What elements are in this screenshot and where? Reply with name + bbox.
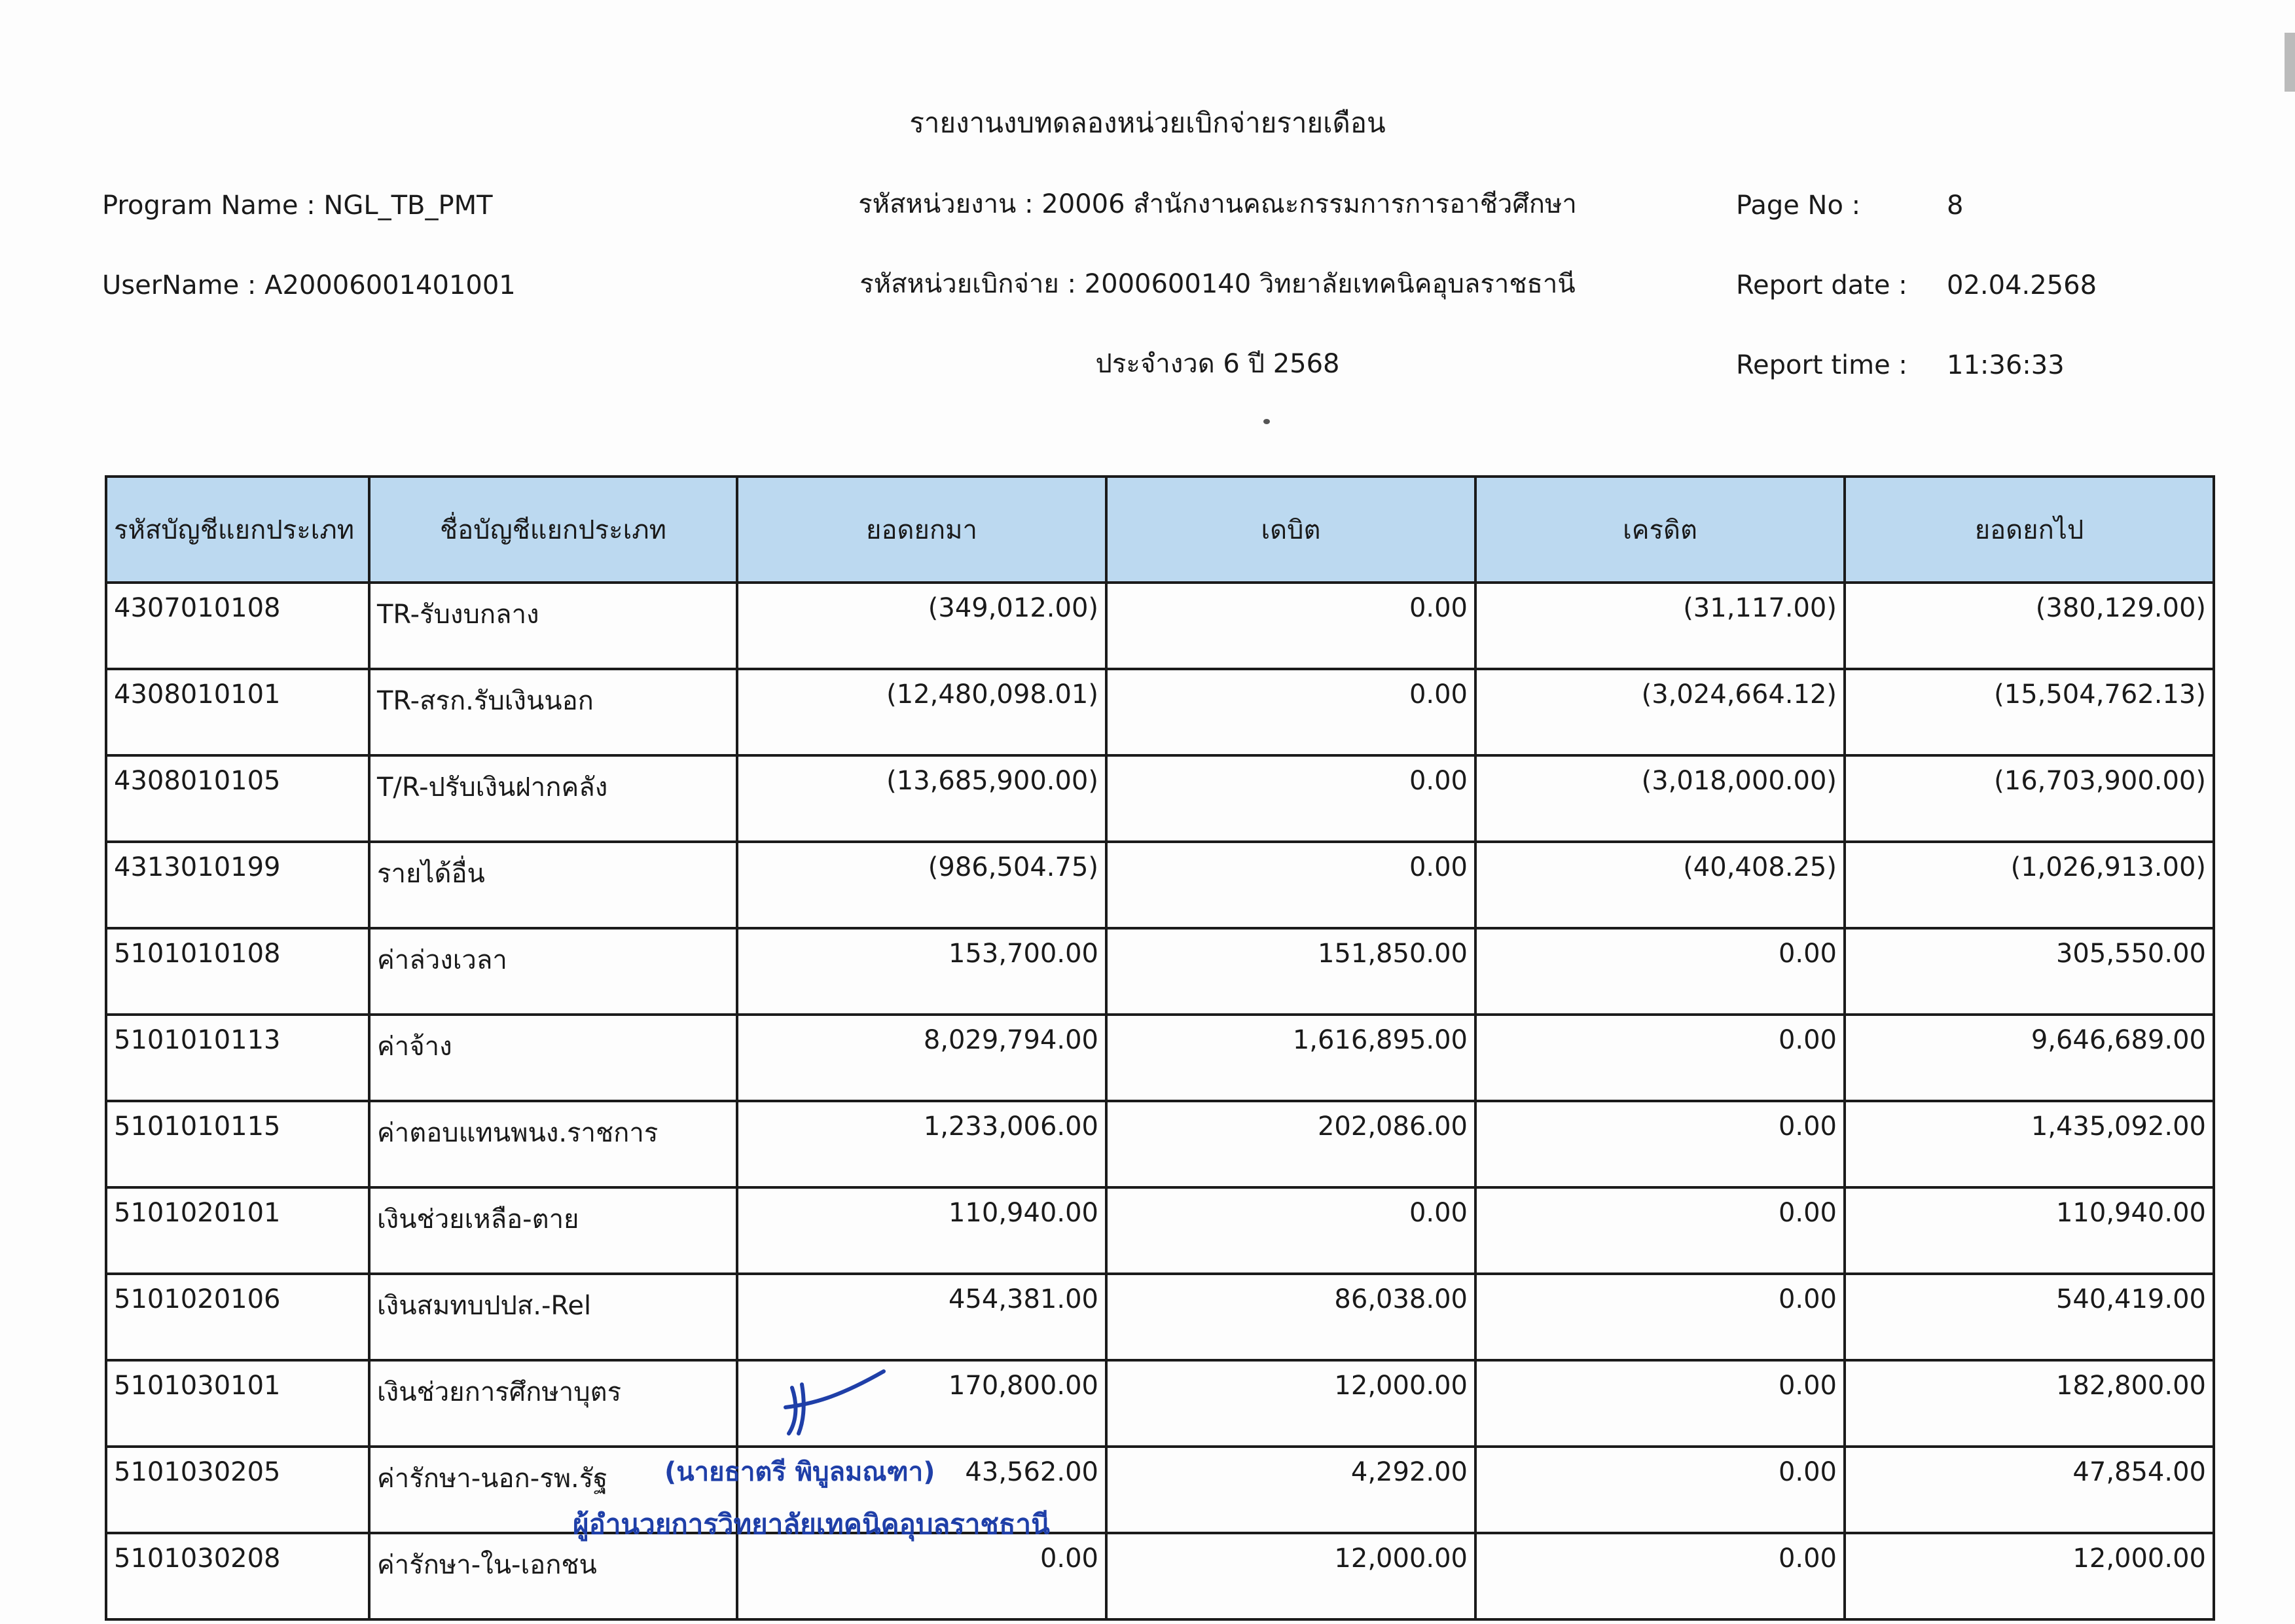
col-header-account-name: ชื่อบัญชีแยกประเภท (369, 477, 737, 583)
debit-cell: 0.00 (1106, 842, 1475, 928)
account-code-cell: 4313010199 (106, 842, 369, 928)
debit-cell: 12,000.00 (1106, 1360, 1475, 1447)
carried-forward-cell: (380,129.00) (1845, 583, 2214, 669)
account-code-cell: 5101010113 (106, 1015, 369, 1101)
table-header-row (106, 477, 2214, 583)
col-header-debit: เดบิต (1106, 477, 1475, 583)
table-row (106, 1187, 2214, 1274)
debit-cell: 151,850.00 (1106, 928, 1475, 1015)
carried-forward-cell: (1,026,913.00) (1845, 842, 2214, 928)
table-row (106, 583, 2214, 669)
credit-cell: 0.00 (1475, 1015, 1845, 1101)
brought-forward-cell: (12,480,098.01) (737, 669, 1106, 755)
account-name-cell: เงินช่วยการศึกษาบุตร (369, 1360, 737, 1447)
col-header-account-code: รหัสบัญชีแยกประเภท (106, 477, 369, 583)
scan-speck (1263, 419, 1270, 424)
account-name-cell: TR-รับงบกลาง (369, 583, 737, 669)
credit-cell: 0.00 (1475, 1360, 1845, 1447)
debit-cell: 1,616,895.00 (1106, 1015, 1475, 1101)
brought-forward-cell: 8,029,794.00 (737, 1015, 1106, 1101)
account-code-cell: 5101030205 (106, 1447, 369, 1533)
table-row (106, 1015, 2214, 1101)
account-name-cell: ค่าตอบแทนพนง.ราชการ (369, 1101, 737, 1187)
debit-cell: 202,086.00 (1106, 1101, 1475, 1187)
credit-cell: (3,024,664.12) (1475, 669, 1845, 755)
table-row (106, 1274, 2214, 1360)
page-no-label: Page No : (1736, 190, 1861, 221)
debit-cell: 12,000.00 (1106, 1533, 1475, 1619)
signatory-position: ผู้อำนวยการวิทยาลัยเทคนิคอุบลราชธานี (573, 1508, 1050, 1540)
report-time-value: 11:36:33 (1947, 350, 2065, 380)
credit-cell: 0.00 (1475, 1101, 1845, 1187)
scan-edge-mark (2285, 33, 2295, 92)
debit-cell: 0.00 (1106, 755, 1475, 842)
report-title: รายงานงบทดลองหน่วยเบิกจ่ายรายเดือน (909, 107, 1386, 139)
report-date-value: 02.04.2568 (1947, 270, 2097, 300)
carried-forward-cell: 305,550.00 (1845, 928, 2214, 1015)
account-code-cell: 5101020101 (106, 1187, 369, 1274)
credit-cell: (31,117.00) (1475, 583, 1845, 669)
brought-forward-cell: 43,562.00 (737, 1447, 1106, 1533)
account-code-cell: 4308010105 (106, 755, 369, 842)
period-line: ประจำงวด 6 ปี 2568 (1095, 349, 1340, 379)
carried-forward-cell: 1,435,092.00 (1845, 1101, 2214, 1187)
credit-cell: (3,018,000.00) (1475, 755, 1845, 842)
carried-forward-cell: 110,940.00 (1845, 1187, 2214, 1274)
account-code-cell: 5101030101 (106, 1360, 369, 1447)
account-name-cell: T/R-ปรับเงินฝากคลัง (369, 755, 737, 842)
brought-forward-cell: 0.00 (737, 1533, 1106, 1619)
debit-cell: 86,038.00 (1106, 1274, 1475, 1360)
account-name-cell: ค่าจ้าง (369, 1015, 737, 1101)
carried-forward-cell: 540,419.00 (1845, 1274, 2214, 1360)
credit-cell: 0.00 (1475, 1533, 1845, 1619)
carried-forward-cell: (16,703,900.00) (1845, 755, 2214, 842)
account-code-cell: 5101010115 (106, 1101, 369, 1187)
signature-scribble (779, 1368, 890, 1440)
account-name-cell: รายได้อื่น (369, 842, 737, 928)
table-row (106, 669, 2214, 755)
account-code-cell: 5101020106 (106, 1274, 369, 1360)
carried-forward-cell: 182,800.00 (1845, 1360, 2214, 1447)
program-name: Program Name : NGL_TB_PMT (102, 190, 493, 221)
account-code-cell: 5101030208 (106, 1533, 369, 1619)
carried-forward-cell: 12,000.00 (1845, 1533, 2214, 1619)
brought-forward-cell: 170,800.00 (737, 1360, 1106, 1447)
brought-forward-cell: (349,012.00) (737, 583, 1106, 669)
credit-cell: 0.00 (1475, 928, 1845, 1015)
debit-cell: 0.00 (1106, 1187, 1475, 1274)
disbursing-unit-line: รหัสหน่วยเบิกจ่าย : 2000600140 วิทยาลัยเทคนิคอุบลราชธานี (859, 269, 1576, 299)
col-header-carried-forward: ยอดยกไป (1845, 477, 2214, 583)
page-no-value: 8 (1947, 190, 1964, 221)
table-row (106, 1101, 2214, 1187)
carried-forward-cell: 47,854.00 (1845, 1447, 2214, 1533)
report-time-label: Report time : (1736, 350, 1907, 380)
account-code-cell: 4307010108 (106, 583, 369, 669)
account-name-cell: ค่ารักษา-นอก-รพ.รัฐ (369, 1447, 737, 1533)
account-code-cell: 5101010108 (106, 928, 369, 1015)
account-name-cell: ค่าล่วงเวลา (369, 928, 737, 1015)
credit-cell: (40,408.25) (1475, 842, 1845, 928)
account-code-cell: 4308010101 (106, 669, 369, 755)
table-row (106, 755, 2214, 842)
user-name: UserName : A20006001401001 (102, 270, 516, 300)
debit-cell: 4,292.00 (1106, 1447, 1475, 1533)
table-row (106, 1447, 2214, 1533)
account-name-cell: ค่ารักษา-ใน-เอกชน (369, 1533, 737, 1619)
brought-forward-cell: (986,504.75) (737, 842, 1106, 928)
carried-forward-cell: 9,646,689.00 (1845, 1015, 2214, 1101)
debit-cell: 0.00 (1106, 669, 1475, 755)
col-header-credit: เครดิต (1475, 477, 1845, 583)
signatory-name: (นายธาตรี พิบูลมณฑา) (664, 1457, 935, 1487)
account-name-cell: เงินสมทบปปส.-Rel (369, 1274, 737, 1360)
brought-forward-cell: 153,700.00 (737, 928, 1106, 1015)
credit-cell: 0.00 (1475, 1187, 1845, 1274)
report-date-label: Report date : (1736, 270, 1907, 300)
brought-forward-cell: 454,381.00 (737, 1274, 1106, 1360)
table-row (106, 842, 2214, 928)
account-name-cell: TR-สรก.รับเงินนอก (369, 669, 737, 755)
brought-forward-cell: 110,940.00 (737, 1187, 1106, 1274)
agency-line: รหัสหน่วยงาน : 20006 สำนักงานคณะกรรมการการอาชีวศึกษา (858, 189, 1577, 219)
brought-forward-cell: 1,233,006.00 (737, 1101, 1106, 1187)
brought-forward-cell: (13,685,900.00) (737, 755, 1106, 842)
account-name-cell: เงินช่วยเหลือ-ตาย (369, 1187, 737, 1274)
carried-forward-cell: (15,504,762.13) (1845, 669, 2214, 755)
debit-cell: 0.00 (1106, 583, 1475, 669)
col-header-brought-forward: ยอดยกมา (737, 477, 1106, 583)
credit-cell: 0.00 (1475, 1447, 1845, 1533)
credit-cell: 0.00 (1475, 1274, 1845, 1360)
trial-balance-table (105, 475, 2215, 1621)
table-row (106, 1533, 2214, 1619)
table-row (106, 1360, 2214, 1447)
table-row (106, 928, 2214, 1015)
